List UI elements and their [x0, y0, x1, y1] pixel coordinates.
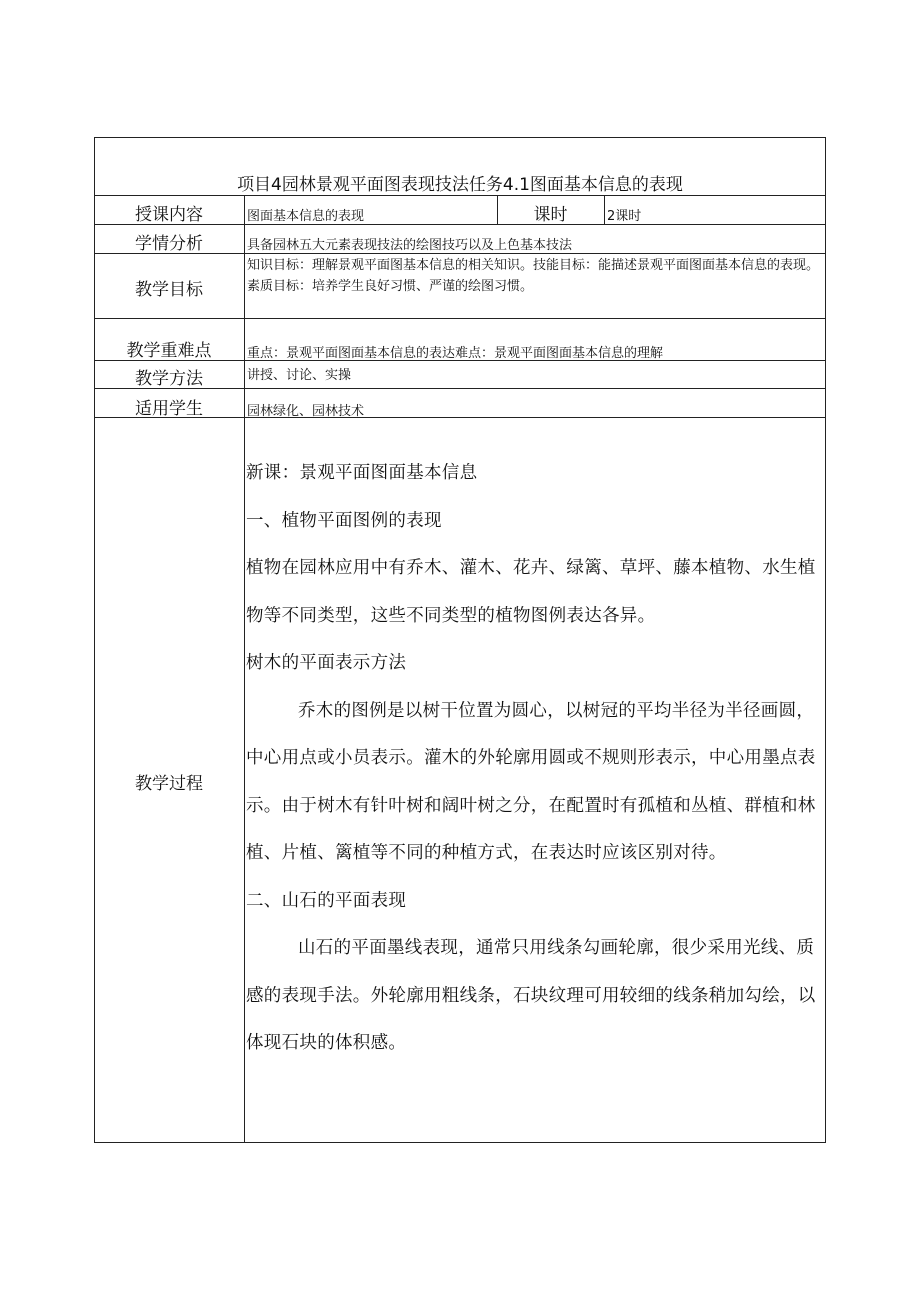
analysis-label: 学情分析	[135, 234, 203, 254]
methods-label: 教学方法	[135, 369, 203, 389]
content-value: 图面基本信息的表现	[247, 209, 365, 224]
subheading-tree-plan: 树木的平面表示方法	[246, 653, 407, 673]
table-rule	[94, 195, 826, 196]
students-value: 园林绿化、园林技术	[247, 404, 365, 419]
content-label: 授课内容	[135, 205, 203, 225]
table-column-rule	[604, 195, 605, 224]
keypoints-value: 重点：景观平面图面基本信息的表达难点：景观平面图面基本信息的理解	[247, 346, 664, 361]
students-label: 适用学生	[135, 399, 203, 419]
hours-value: 2课时	[607, 209, 642, 224]
methods-value: 讲授、讨论、实操	[247, 368, 352, 383]
paragraph-rock-plan: 山石的平面墨线表现，通常只用线条勾画轮廓，很少采用光线、质感的表现手法。外轮廓用粗线条，石块纹理可用较细的线条稍加勾绘，以体现石块的体积感。	[246, 938, 816, 1053]
paragraph-tree-legend: 乔木的图例是以树干位置为圆心，以树冠的平均半径为半径画圆，中心用点或小员表示。灌木的外轮廓用圆或不规则形表示，中心用墨点表示。由于树木有针叶树和阔叶树之分，在配置时有孤植和丛植、群植和林植、片植、篱植等不同的种植方式，在表达时应该区别对待。	[246, 700, 816, 863]
table-column-rule	[244, 195, 245, 1143]
objectives-value: 知识目标：理解景观平面图基本信息的相关知识。技能目标：能描述景观平面图面基本信息的表现。素质目标：培养学生良好习惯、严谨的绘图习惯。	[247, 258, 820, 294]
process-content	[246, 450, 828, 1068]
section-one-heading: 一、植物平面图例的表现	[246, 510, 442, 531]
table-rule	[94, 318, 826, 319]
hours-label: 课时	[533, 205, 568, 225]
process-label: 教学过程	[135, 774, 203, 794]
new-lesson-heading: 新课：景观平面图面基本信息	[246, 463, 478, 483]
page-title: 项目4园林景观平面图表现技法任务4.1图面基本信息的表现	[237, 175, 683, 195]
section-two-heading: 二、山石的平面表现	[246, 890, 407, 911]
objectives-label: 教学目标	[135, 280, 203, 300]
keypoints-label: 教学重难点	[126, 341, 212, 361]
analysis-value: 具备园林五大元素表现技法的绘图技巧以及上色基本技法	[247, 238, 573, 253]
paragraph-plant-types: 植物在园林应用中有乔木、灌木、花卉、绿篱、草坪、藤本植物、水生植物等不同类型，这些不同类型的植物图例表达各异。	[246, 558, 816, 626]
